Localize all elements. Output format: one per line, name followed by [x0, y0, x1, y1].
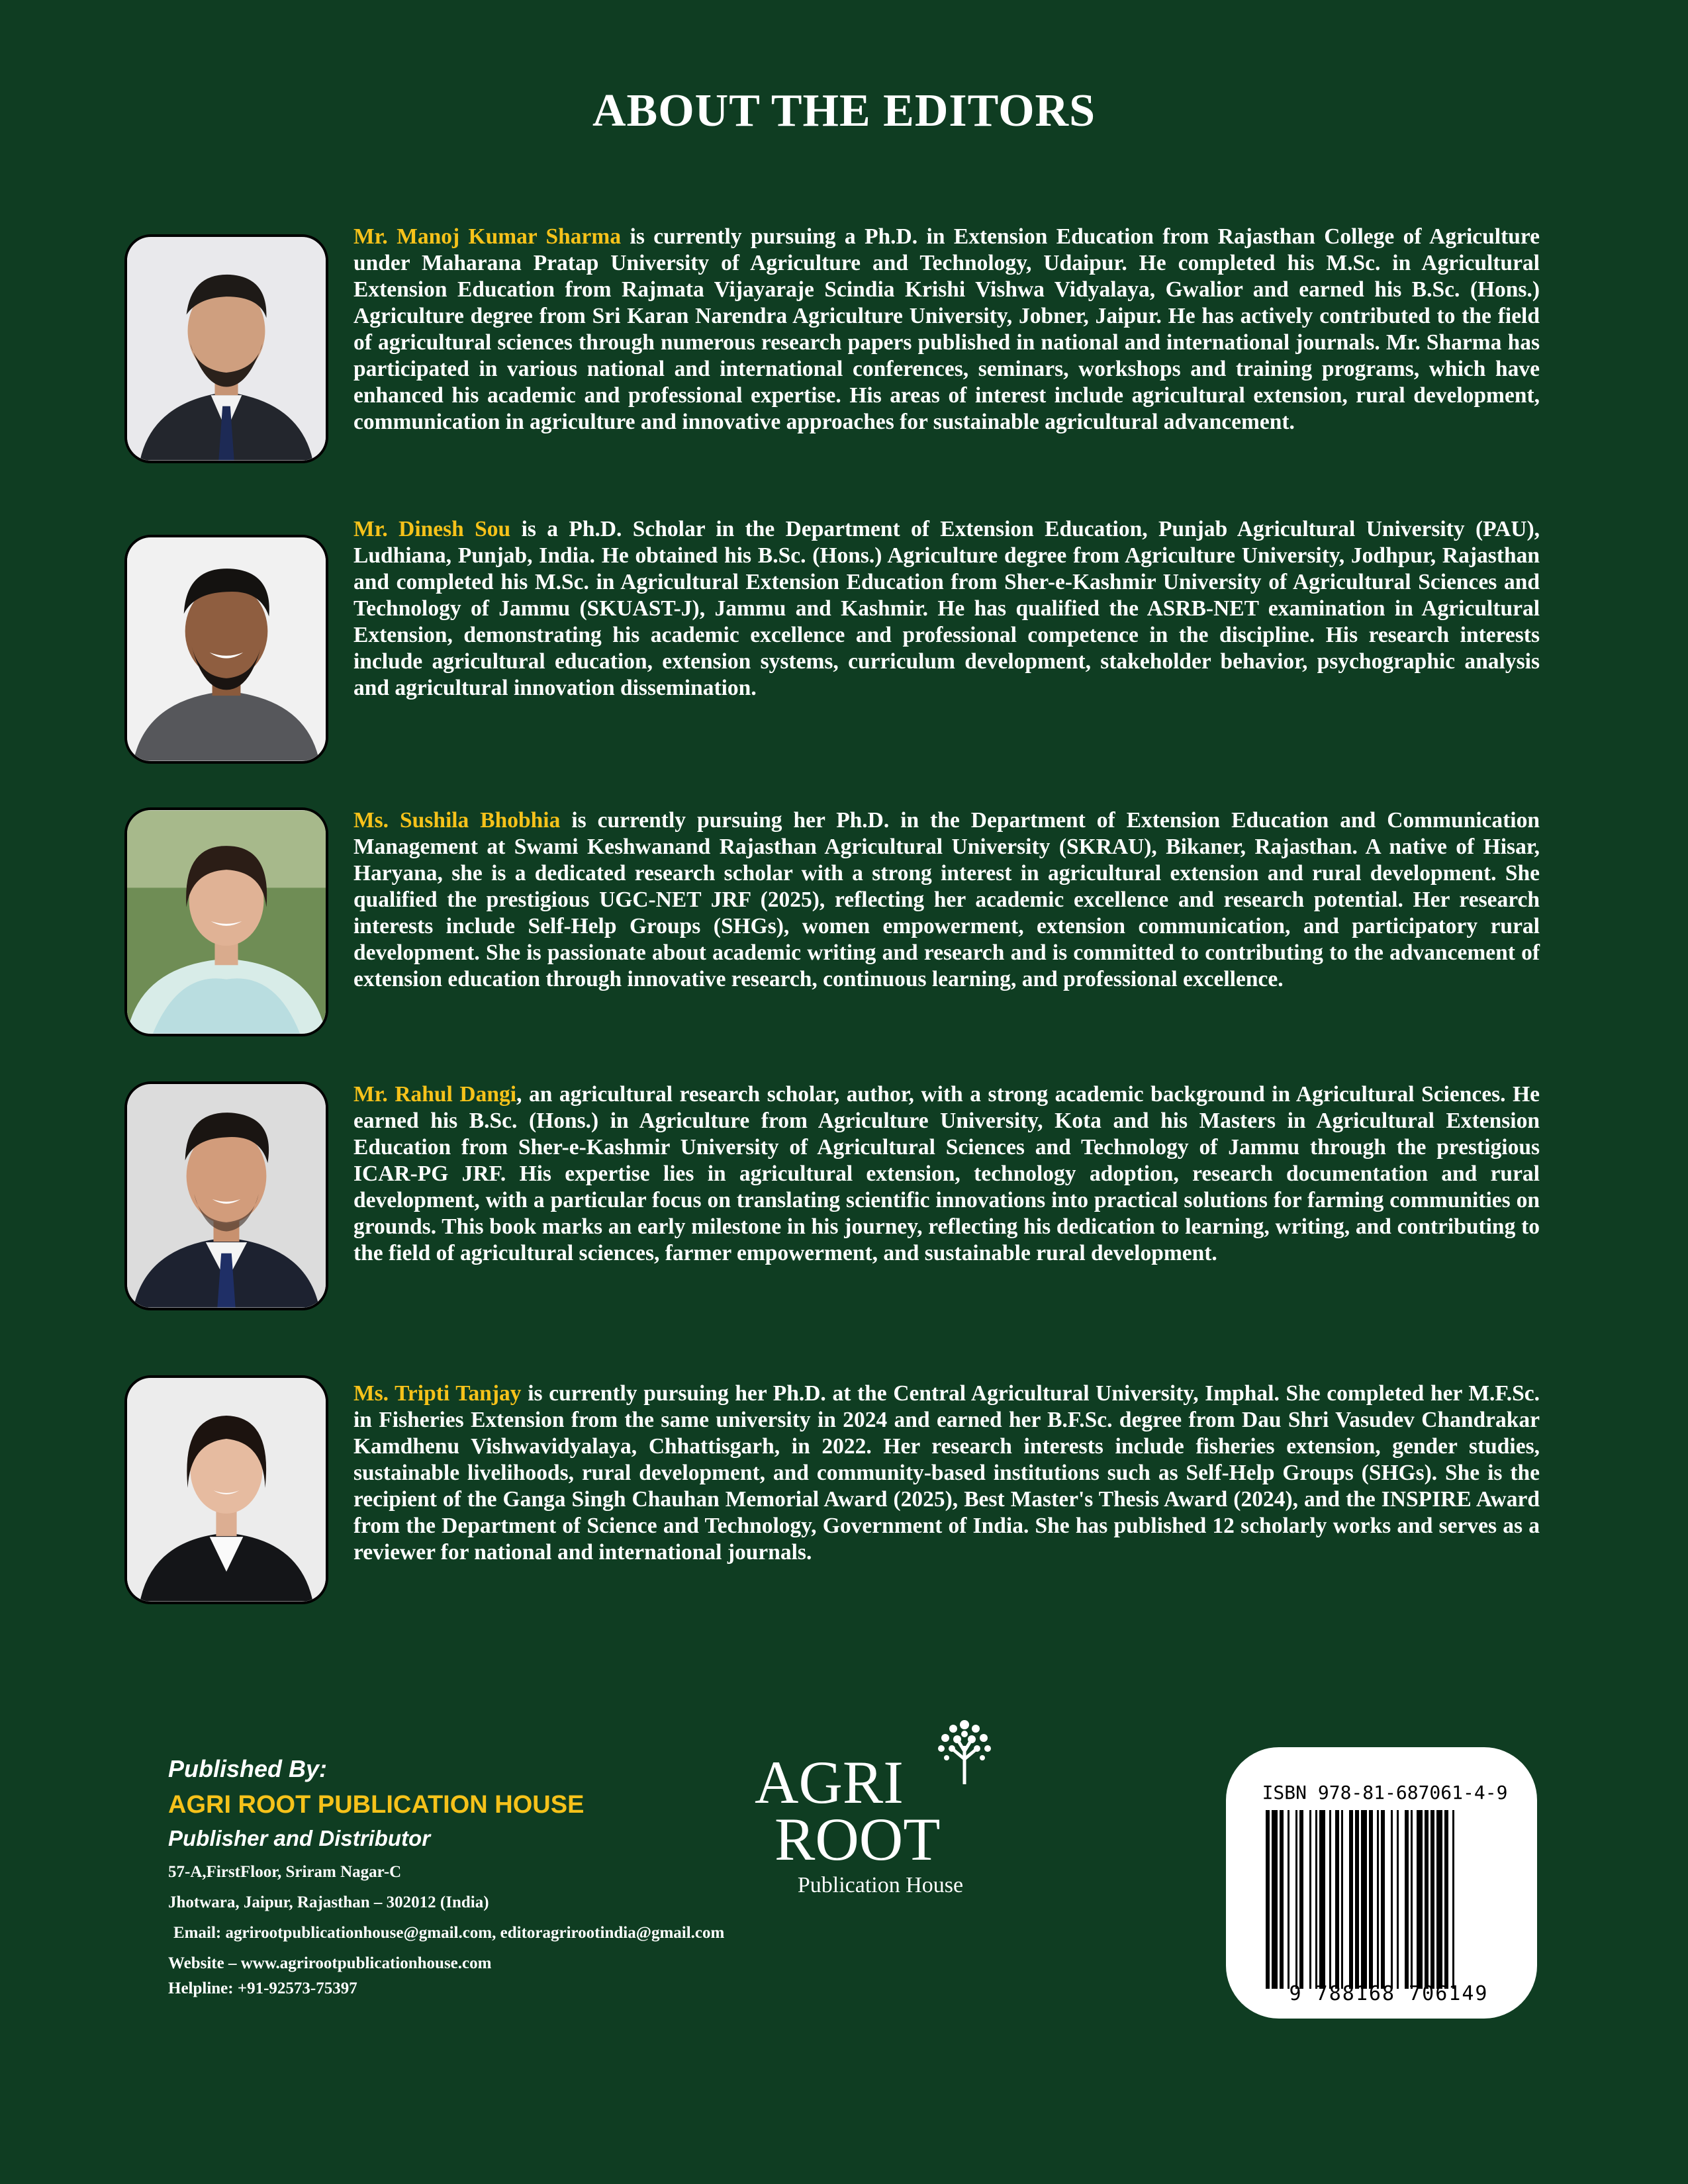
- barcode-number: 9 788168 706149: [1289, 1982, 1489, 2005]
- editor-bio-text: , an agricultural research scholar, author, with a strong academic background in Agricultural Sciences. He earned his B.Sc. (Hons.) in Agriculture from Agriculture University, Kota and his Masters in Agricultural Extension Education from Sher-e-Kashmir University of Agricultural Sciences and Technology of Jammu through the prestigious ICAR-PG JRF. His expertise lies in agricultural extension, technology adoption, research documentation and rural development, with a particular focus on translating scientific innovations into practical solutions for farming communities on grounds. This book marks an early milestone in his journey, reflecting his dedication to learning, writing, and contributing to the field of agricultural sciences, farmer empowerment, and sustainable rural development.: [353, 1082, 1540, 1265]
- barcode-bar: [1319, 1810, 1325, 1989]
- editor-photo-3: [124, 807, 328, 1036]
- isbn-label: ISBN 978-81-687061-4-9: [1262, 1782, 1508, 1803]
- editor-portrait-image: [127, 1084, 326, 1308]
- editor-name: Ms. Sushila Bhobhia: [353, 808, 561, 833]
- barcode-bar: [1341, 1810, 1343, 1989]
- editor-photo-2: [124, 535, 328, 764]
- publisher-logo: [748, 1714, 1013, 1899]
- publisher-address-line-1: 57-A,FirstFloor, Sriram Nagar-C: [168, 1863, 402, 1881]
- editor-photo-1: [124, 234, 328, 463]
- barcode-bar: [1436, 1810, 1442, 1989]
- tree-icon: [928, 1713, 1001, 1786]
- editor-bio-3: [353, 807, 1540, 993]
- editor-name: Mr. Manoj Kumar Sharma: [353, 224, 622, 249]
- barcode-bar: [1377, 1810, 1379, 1989]
- barcode-bar: [1405, 1810, 1409, 1989]
- editor-bio-2: [353, 516, 1540, 702]
- published-by-label: Published By:: [168, 1755, 328, 1782]
- editor-bio-text: is currently pursuing a Ph.D. in Extension Education from Rajasthan College of Agriculture under Maharana Pratap University of Agriculture and Technology, Udaipur. He completed his M.Sc. in Agricultural Extension Education from Rajmata Vijayaraje Scindia Krishi Vishwa Vidyalaya, Gwalior and earned his B.Sc. (Hons.) Agriculture degree from Sri Karan Narendra Agriculture University, Jobner, Jaipur. He has actively contributed to the field of agricultural sciences through numerous research papers published in national and international journals. Mr. Sharma has participated in various national and international conferences, seminars, workshops and training programs, which have enhanced his academic and professional expertise. His areas of interest include agricultural extension, rural development, communication in agriculture and innovative approaches for sustainable agricultural advancement.: [353, 224, 1540, 434]
- barcode-bar: [1452, 1810, 1454, 1989]
- barcode-bar: [1444, 1810, 1448, 1989]
- editor-bio-5: [353, 1381, 1540, 1566]
- publisher-address-line-2: Jhotwara, Jaipur, Rajasthan – 302012 (India): [168, 1893, 489, 1911]
- logo-line-2: ROOT: [774, 1805, 941, 1873]
- barcode-icon: [1266, 1810, 1504, 1989]
- barcode-bar: [1411, 1810, 1413, 1989]
- barcode-bar: [1361, 1810, 1367, 1989]
- editor-name: Ms. Tripti Tanjay: [353, 1381, 522, 1406]
- publisher-role: Publisher and Distributor: [168, 1826, 431, 1850]
- barcode-bar: [1295, 1810, 1297, 1989]
- barcode-bar: [1355, 1810, 1359, 1989]
- barcode-bar: [1288, 1810, 1289, 1989]
- editor-portrait-image: [127, 1378, 326, 1602]
- barcode-bar: [1266, 1810, 1270, 1989]
- editor-bio-4: [353, 1081, 1540, 1267]
- barcode-bar: [1430, 1810, 1434, 1989]
- barcode-bar: [1369, 1810, 1373, 1989]
- editor-name: Mr. Dinesh Sou: [353, 517, 511, 541]
- editor-photo-5: [124, 1375, 328, 1604]
- barcode-bar: [1272, 1810, 1278, 1989]
- barcode-bar: [1425, 1810, 1429, 1989]
- publisher-name: AGRI ROOT PUBLICATION HOUSE: [168, 1791, 585, 1819]
- barcode-bar: [1280, 1810, 1284, 1989]
- editor-photo-4: [124, 1081, 328, 1310]
- logo-line-1: AGRI: [755, 1749, 904, 1816]
- editor-bio-text: is currently pursuing her Ph.D. at the Central Agricultural University, Imphal. She completed her M.F.Sc. in Fisheries Extension from the same university in 2024 and earned her B.F.Sc. degree from Dau Shri Vasudev Chandrakar Kamdhenu Vishwavidyalaya, Chhattisgarh, in 2022. Her research interests include fisheries extension, gender studies, sustainable livelihoods, rural development, and community-based institutions such as Self-Help Groups (SHGs). She is the recipient of the Ganga Singh Chauhan Memorial Award (2025), Best Master's Thesis Award (2024), and the INSPIRE Award from the Department of Science and Technology, Government of India. She has published 12 scholarly works and serves as a reviewer for national and international journals.: [353, 1381, 1540, 1565]
- editor-bio-text: is a Ph.D. Scholar in the Department of Extension Education, Punjab Agricultural University (PAU), Ludhiana, Punjab, India. He obtained his B.Sc. (Hons.) Agriculture degree from Agriculture University, Jodhpur, Rajasthan and completed his M.Sc. in Agricultural Extension Education from Sher-e-Kashmir University of Agricultural Sciences and Technology of Jammu (SKUAST-J), Jammu and Kashmir. He has qualified the ASRB-NET examination in Agricultural Extension, demonstrating his academic excellence and professional competence in the discipline. His research interests include agricultural education, extension systems, curriculum development, stakeholder behavior, psychographic analysis and agricultural innovation dissemination.: [353, 517, 1540, 700]
- publisher-helpline: Helpline: +91-92573-75397: [168, 1979, 357, 1997]
- editor-name: Mr. Rahul Dangi: [353, 1082, 517, 1107]
- publisher-email: Email: agrirootpublicationhouse@gmail.com, editoragrirootindia@gmail.com: [173, 1924, 725, 1942]
- barcode-bar: [1335, 1810, 1339, 1989]
- editor-portrait-image: [127, 810, 326, 1034]
- editor-bio-text: is currently pursuing her Ph.D. in the Department of Extension Education and Communication Management at Swami Keshwanand Rajasthan Agricultural University (SKRAU), Bikaner, Rajasthan. A native of Hisar, Haryana, she is a dedicated research scholar with a strong interest in agricultural extension and rural development. She qualified the prestigious UGC-NET JRF (2025), reflecting her academic excellence and research potential. Her research interests include Self-Help Groups (SHGs), women empowerment, extension communication, and participatory rural development. She is passionate about academic writing and research and is committed to contributing to the advancement of extension education through innovative research, continuous learning, and professional excellence.: [353, 808, 1540, 991]
- barcode-bar: [1315, 1810, 1317, 1989]
- isbn-barcode-card: [1226, 1747, 1537, 2019]
- logo-subtitle: Publication House: [797, 1873, 964, 1897]
- editor-portrait-image: [127, 537, 326, 761]
- barcode-bar: [1329, 1810, 1331, 1989]
- editor-portrait-image: [127, 237, 326, 461]
- page-title: ABOUT THE EDITORS: [592, 85, 1096, 136]
- barcode-bar: [1349, 1810, 1353, 1989]
- barcode-bar: [1417, 1810, 1423, 1989]
- barcode-bar: [1299, 1810, 1303, 1989]
- barcode-bar: [1381, 1810, 1385, 1989]
- editor-bio-1: [353, 224, 1540, 435]
- barcode-bar: [1391, 1810, 1393, 1989]
- barcode-bar: [1397, 1810, 1399, 1989]
- barcode-bar: [1309, 1810, 1311, 1989]
- publisher-website: Website – www.agrirootpublicationhouse.com: [168, 1954, 492, 1972]
- publisher-info: [168, 1755, 724, 1998]
